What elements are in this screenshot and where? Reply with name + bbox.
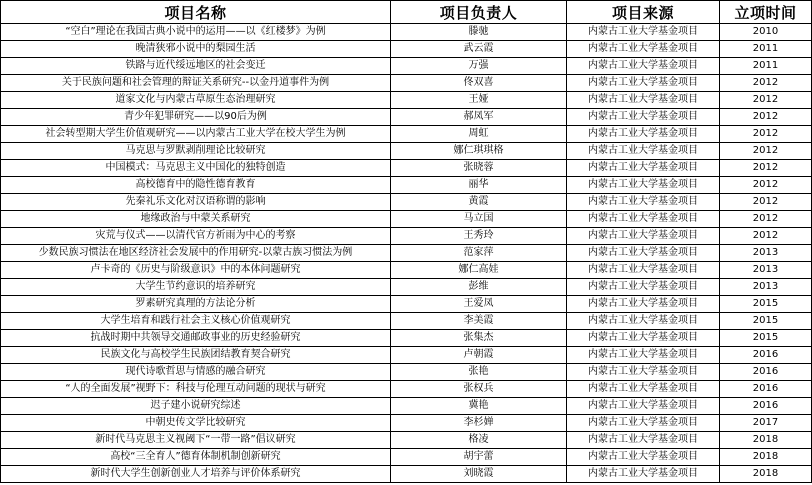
cell-project-source: 内蒙古工业大学基金项目	[567, 296, 720, 313]
cell-project-name: 民族文化与高校学生民族团结教育契合研究	[1, 347, 391, 364]
cell-project-owner: 王秀玲	[391, 228, 567, 245]
cell-approval-year: 2016	[720, 347, 812, 364]
cell-project-source: 内蒙古工业大学基金项目	[567, 75, 720, 92]
cell-approval-year: 2018	[720, 432, 812, 449]
cell-project-source: 内蒙古工业大学基金项目	[567, 245, 720, 262]
cell-approval-year: 2012	[720, 75, 812, 92]
cell-project-name: 大学生培育和践行社会主义核心价值观研究	[1, 313, 391, 330]
cell-project-owner: 范家萍	[391, 245, 567, 262]
table-row	[1, 262, 812, 279]
cell-project-source: 内蒙古工业大学基金项目	[567, 262, 720, 279]
table-row	[1, 364, 812, 381]
cell-project-name: 高校德育中的隐性德育教育	[1, 177, 391, 194]
cell-project-source: 内蒙古工业大学基金项目	[567, 211, 720, 228]
cell-project-owner: 武云霞	[391, 41, 567, 58]
cell-project-source: 内蒙古工业大学基金项目	[567, 279, 720, 296]
cell-project-source: 内蒙古工业大学基金项目	[567, 364, 720, 381]
cell-project-source: 内蒙古工业大学基金项目	[567, 347, 720, 364]
cell-project-owner: 王爱凤	[391, 296, 567, 313]
header-project-source: 项目来源	[567, 1, 720, 24]
cell-project-source: 内蒙古工业大学基金项目	[567, 415, 720, 432]
table-row	[1, 109, 812, 126]
table-row	[1, 41, 812, 58]
table-row	[1, 279, 812, 296]
cell-project-owner: 周虹	[391, 126, 567, 143]
cell-project-owner: 张艳	[391, 364, 567, 381]
cell-approval-year: 2016	[720, 364, 812, 381]
cell-project-owner: 娜仁高娃	[391, 262, 567, 279]
cell-project-source: 内蒙古工业大学基金项目	[567, 228, 720, 245]
cell-project-name: 罗素研究真理的方法论分析	[1, 296, 391, 313]
cell-approval-year: 2011	[720, 58, 812, 75]
cell-project-owner: 冀艳	[391, 398, 567, 415]
cell-approval-year: 2010	[720, 24, 812, 41]
header-approval-year: 立项时间	[720, 1, 812, 24]
cell-project-name: 道家文化与内蒙古草原生态治理研究	[1, 92, 391, 109]
cell-project-name: 中朝史传文学比较研究	[1, 415, 391, 432]
cell-project-name: 先秦礼乐文化对汉语称谓的影响	[1, 194, 391, 211]
cell-project-owner: 郝凤军	[391, 109, 567, 126]
cell-project-owner: 丽华	[391, 177, 567, 194]
cell-project-owner: 滕驰	[391, 24, 567, 41]
cell-project-source: 内蒙古工业大学基金项目	[567, 143, 720, 160]
cell-approval-year: 2016	[720, 398, 812, 415]
cell-project-source: 内蒙古工业大学基金项目	[567, 381, 720, 398]
cell-project-name: 高校“三全育人”德育体制机制创新研究	[1, 449, 391, 466]
cell-project-owner: 张晓蓉	[391, 160, 567, 177]
cell-project-name: 新时代大学生创新创业人才培养与评价体系研究	[1, 466, 391, 483]
cell-approval-year: 2012	[720, 194, 812, 211]
header-project-name: 项目名称	[1, 1, 391, 24]
table-row	[1, 449, 812, 466]
cell-approval-year: 2011	[720, 41, 812, 58]
cell-approval-year: 2012	[720, 177, 812, 194]
cell-project-owner: 张权兵	[391, 381, 567, 398]
cell-project-owner: 张集杰	[391, 330, 567, 347]
cell-approval-year: 2012	[720, 92, 812, 109]
cell-approval-year: 2016	[720, 381, 812, 398]
table-row	[1, 228, 812, 245]
table-row	[1, 24, 812, 41]
cell-project-owner: 胡宇蕾	[391, 449, 567, 466]
table-row	[1, 126, 812, 143]
cell-approval-year: 2013	[720, 279, 812, 296]
table-row	[1, 160, 812, 177]
cell-project-name: 新时代马克思主义视阈下“一带一路”倡议研究	[1, 432, 391, 449]
table-body	[1, 24, 812, 483]
table-row	[1, 330, 812, 347]
cell-project-owner: 彭维	[391, 279, 567, 296]
header-project-owner: 项目负责人	[391, 1, 567, 24]
cell-approval-year: 2012	[720, 109, 812, 126]
cell-project-name: 社会转型期大学生价值观研究——以内蒙古工业大学在校大学生为例	[1, 126, 391, 143]
cell-approval-year: 2012	[720, 211, 812, 228]
cell-project-name: “空白”理论在我国古典小说中的运用——以《红楼梦》为例	[1, 24, 391, 41]
cell-project-source: 内蒙古工业大学基金项目	[567, 432, 720, 449]
cell-project-name: 晚清狭邪小说中的梨园生活	[1, 41, 391, 58]
cell-approval-year: 2015	[720, 296, 812, 313]
cell-project-source: 内蒙古工业大学基金项目	[567, 398, 720, 415]
table-row	[1, 194, 812, 211]
table-row	[1, 415, 812, 432]
table-row	[1, 432, 812, 449]
cell-project-source: 内蒙古工业大学基金项目	[567, 194, 720, 211]
cell-project-name: 现代诗歌哲思与情感的融合研究	[1, 364, 391, 381]
cell-approval-year: 2012	[720, 126, 812, 143]
cell-project-source: 内蒙古工业大学基金项目	[567, 466, 720, 483]
table-row	[1, 211, 812, 228]
cell-approval-year: 2018	[720, 449, 812, 466]
cell-project-owner: 李美霞	[391, 313, 567, 330]
cell-project-source: 内蒙古工业大学基金项目	[567, 330, 720, 347]
table-row	[1, 296, 812, 313]
table-row	[1, 92, 812, 109]
table-row	[1, 313, 812, 330]
cell-approval-year: 2012	[720, 143, 812, 160]
cell-project-source: 内蒙古工业大学基金项目	[567, 449, 720, 466]
cell-project-name: 卢卡奇的《历史与阶级意识》中的本体问题研究	[1, 262, 391, 279]
cell-approval-year: 2015	[720, 313, 812, 330]
cell-project-owner: 黄霞	[391, 194, 567, 211]
cell-project-name: “人的全面发展”视野下：科技与伦理互动问题的现状与研究	[1, 381, 391, 398]
table-row	[1, 75, 812, 92]
cell-project-name: 迟子建小说研究综述	[1, 398, 391, 415]
cell-project-source: 内蒙古工业大学基金项目	[567, 177, 720, 194]
table-row	[1, 143, 812, 160]
cell-project-name: 灾荒与仪式——以清代官方祈雨为中心的考察	[1, 228, 391, 245]
cell-project-name: 少数民族习惯法在地区经济社会发展中的作用研究-以蒙古族习惯法为例	[1, 245, 391, 262]
cell-project-owner: 王娅	[391, 92, 567, 109]
table-row	[1, 245, 812, 262]
cell-project-name: 马克思与罗默剥削理论比较研究	[1, 143, 391, 160]
cell-project-name: 地缘政治与中蒙关系研究	[1, 211, 391, 228]
cell-project-owner: 娜仁琪琪格	[391, 143, 567, 160]
cell-project-source: 内蒙古工业大学基金项目	[567, 41, 720, 58]
cell-project-source: 内蒙古工业大学基金项目	[567, 92, 720, 109]
table-header-row	[1, 1, 812, 24]
cell-approval-year: 2017	[720, 415, 812, 432]
cell-project-owner: 李杉婵	[391, 415, 567, 432]
cell-approval-year: 2013	[720, 245, 812, 262]
cell-approval-year: 2013	[720, 262, 812, 279]
cell-project-owner: 卢朝霞	[391, 347, 567, 364]
cell-project-source: 内蒙古工业大学基金项目	[567, 109, 720, 126]
cell-project-source: 内蒙古工业大学基金项目	[567, 24, 720, 41]
table-row	[1, 398, 812, 415]
cell-project-owner: 万强	[391, 58, 567, 75]
cell-project-source: 内蒙古工业大学基金项目	[567, 58, 720, 75]
cell-project-name: 大学生节约意识的培养研究	[1, 279, 391, 296]
cell-project-name: 关于民族问题和社会管理的辩证关系研究--以金丹道事件为例	[1, 75, 391, 92]
cell-project-owner: 格凌	[391, 432, 567, 449]
table-row	[1, 347, 812, 364]
cell-project-name: 青少年犯罪研究——以90后为例	[1, 109, 391, 126]
cell-project-name: 中国模式：马克思主义中国化的独特创造	[1, 160, 391, 177]
cell-approval-year: 2012	[720, 228, 812, 245]
table-row	[1, 466, 812, 483]
cell-project-owner: 刘晓霞	[391, 466, 567, 483]
cell-approval-year: 2012	[720, 160, 812, 177]
cell-project-source: 内蒙古工业大学基金项目	[567, 160, 720, 177]
cell-project-name: 抗战时期中共领导交通邮政事业的历史经验研究	[1, 330, 391, 347]
table-row	[1, 381, 812, 398]
cell-approval-year: 2015	[720, 330, 812, 347]
cell-project-source: 内蒙古工业大学基金项目	[567, 126, 720, 143]
table-row	[1, 58, 812, 75]
cell-project-source: 内蒙古工业大学基金项目	[567, 313, 720, 330]
table-row	[1, 177, 812, 194]
cell-project-owner: 佟双喜	[391, 75, 567, 92]
cell-approval-year: 2018	[720, 466, 812, 483]
cell-project-owner: 马立国	[391, 211, 567, 228]
cell-project-name: 铁路与近代绥远地区的社会变迁	[1, 58, 391, 75]
